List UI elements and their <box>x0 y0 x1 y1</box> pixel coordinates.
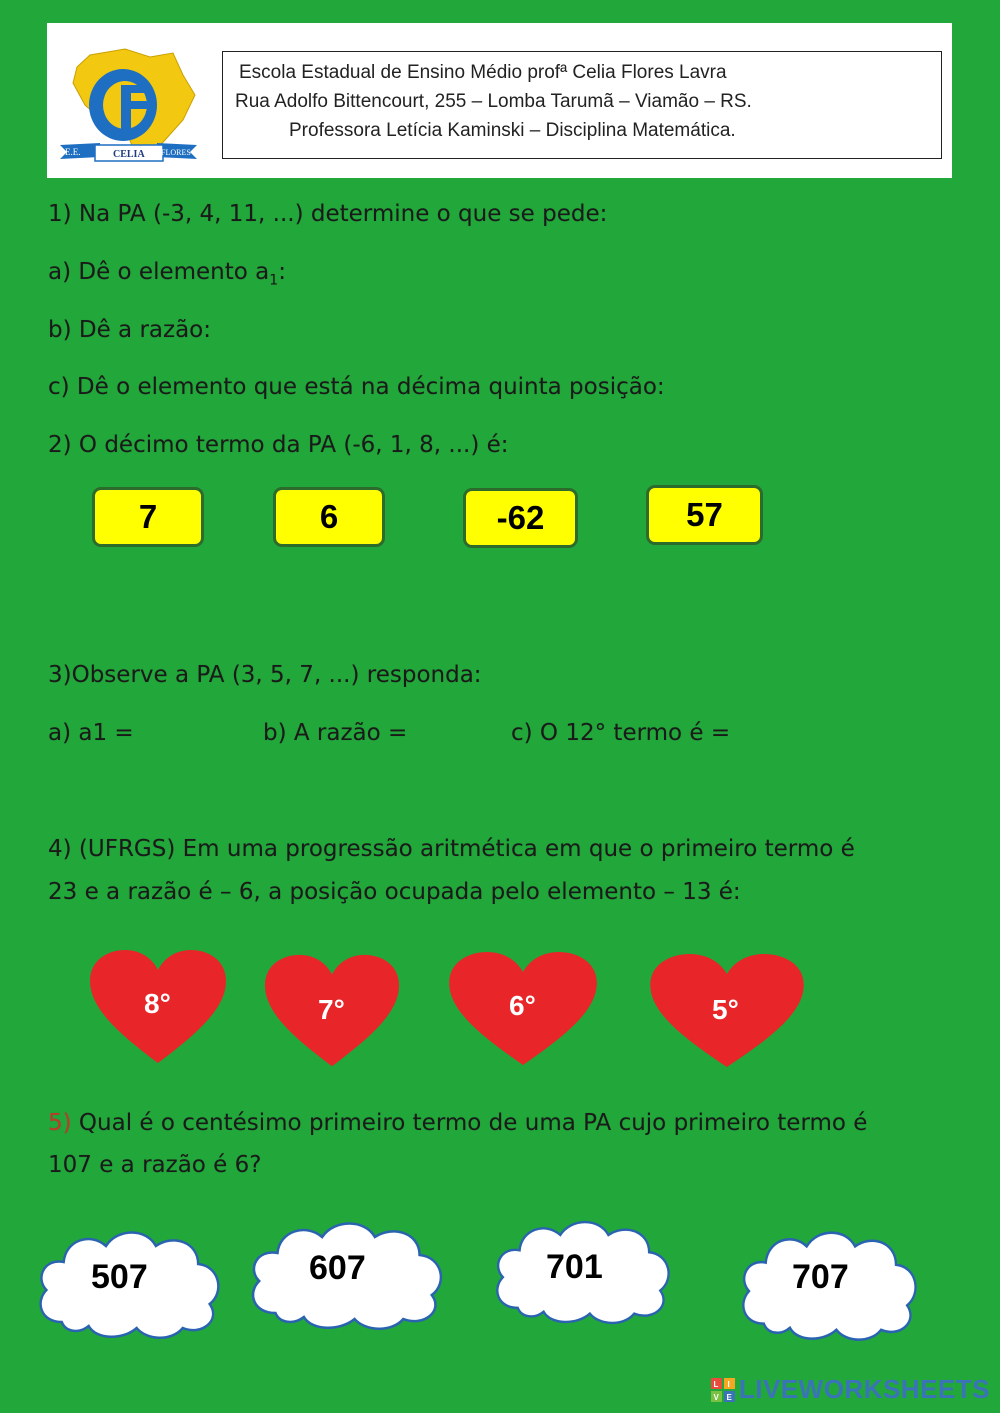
liveworksheets-brand-text: LIVEWORKSHEETS <box>738 1374 990 1404</box>
question-5-text: Qual é o centésimo primeiro termo de uma PA cujo primeiro termo é <box>71 1110 868 1136</box>
question-1b: b) Dê a razão: <box>48 317 211 343</box>
q4-option-4-label: 5° <box>712 994 739 1025</box>
svg-text:FLORES: FLORES <box>161 148 191 157</box>
q4-option-2-heart-button[interactable] <box>263 952 401 1072</box>
svg-text:E.E.: E.E. <box>65 147 81 157</box>
question-1a <box>48 259 286 289</box>
q2-option-2-button[interactable]: 6 <box>273 487 385 547</box>
q2-option-1-button[interactable]: 7 <box>92 487 204 547</box>
teacher-discipline: Professora Letícia Kaminski – Disciplina Matemática. <box>289 120 736 141</box>
svg-text:E: E <box>726 1392 732 1402</box>
q4-option-1-heart-button[interactable] <box>88 948 228 1068</box>
question-1-title: 1) Na PA (-3, 4, 11, ...) determine o que se pede: <box>48 201 608 227</box>
question-3c: c) O 12° termo é = <box>511 720 731 746</box>
q5-option-2-label: 607 <box>309 1249 366 1287</box>
question-1c: c) Dê o elemento que está na décima quinta posição: <box>48 374 665 400</box>
school-name: Escola Estadual de Ensino Médio profª Celia Flores Lavra <box>239 62 727 83</box>
q5-option-1-label: 507 <box>91 1258 148 1296</box>
question-5-number: 5) <box>48 1110 72 1136</box>
q5-option-1-cloud-button[interactable] <box>33 1222 225 1342</box>
svg-text:I: I <box>727 1379 730 1389</box>
q2-option-3-button[interactable]: -62 <box>463 488 578 548</box>
svg-text:V: V <box>713 1392 719 1402</box>
q5-option-4-cloud-button[interactable] <box>736 1222 922 1344</box>
question-3a: a) a1 = <box>48 720 134 746</box>
question-5-line-2: 107 e a razão é 6? <box>48 1152 262 1178</box>
question-1a-subscript: 1 <box>269 272 279 289</box>
q5-option-3-label: 701 <box>546 1248 603 1286</box>
question-4-line-2: 23 e a razão é – 6, a posição ocupada pelo elemento – 13 é: <box>48 879 741 905</box>
liveworksheets-logo-icon <box>711 1378 735 1402</box>
question-1a-colon: : <box>278 259 286 285</box>
svg-text:CELIA: CELIA <box>113 149 145 160</box>
q4-option-4-heart-button[interactable] <box>648 952 806 1072</box>
q5-option-4-label: 707 <box>792 1258 849 1296</box>
school-logo-icon <box>55 45 205 165</box>
q4-option-3-heart-button[interactable] <box>447 950 599 1070</box>
question-2-title: 2) O décimo termo da PA (-6, 1, 8, ...) é: <box>48 432 509 458</box>
liveworksheets-brand[interactable] <box>711 1374 990 1405</box>
school-address: Rua Adolfo Bittencourt, 255 – Lomba Tarumã – Viamão – RS. <box>235 91 752 112</box>
q2-option-4-button[interactable]: 57 <box>646 485 763 545</box>
q5-option-3-cloud-button[interactable] <box>490 1212 675 1327</box>
question-1a-text: a) Dê o elemento a <box>48 259 270 285</box>
question-3b: b) A razão = <box>263 720 408 746</box>
q4-option-3-label: 6° <box>509 990 536 1021</box>
q4-option-2-label: 7° <box>318 994 345 1025</box>
question-5-line-1 <box>48 1110 867 1136</box>
q5-option-2-cloud-button[interactable] <box>245 1213 448 1333</box>
q4-option-1-label: 8° <box>144 988 171 1019</box>
question-3-title: 3)Observe a PA (3, 5, 7, ...) responda: <box>48 662 482 688</box>
school-info-box <box>222 51 942 159</box>
question-4-line-1: 4) (UFRGS) Em uma progressão aritmética em que o primeiro termo é <box>48 836 855 862</box>
svg-text:L: L <box>713 1379 719 1389</box>
school-header <box>47 23 952 178</box>
